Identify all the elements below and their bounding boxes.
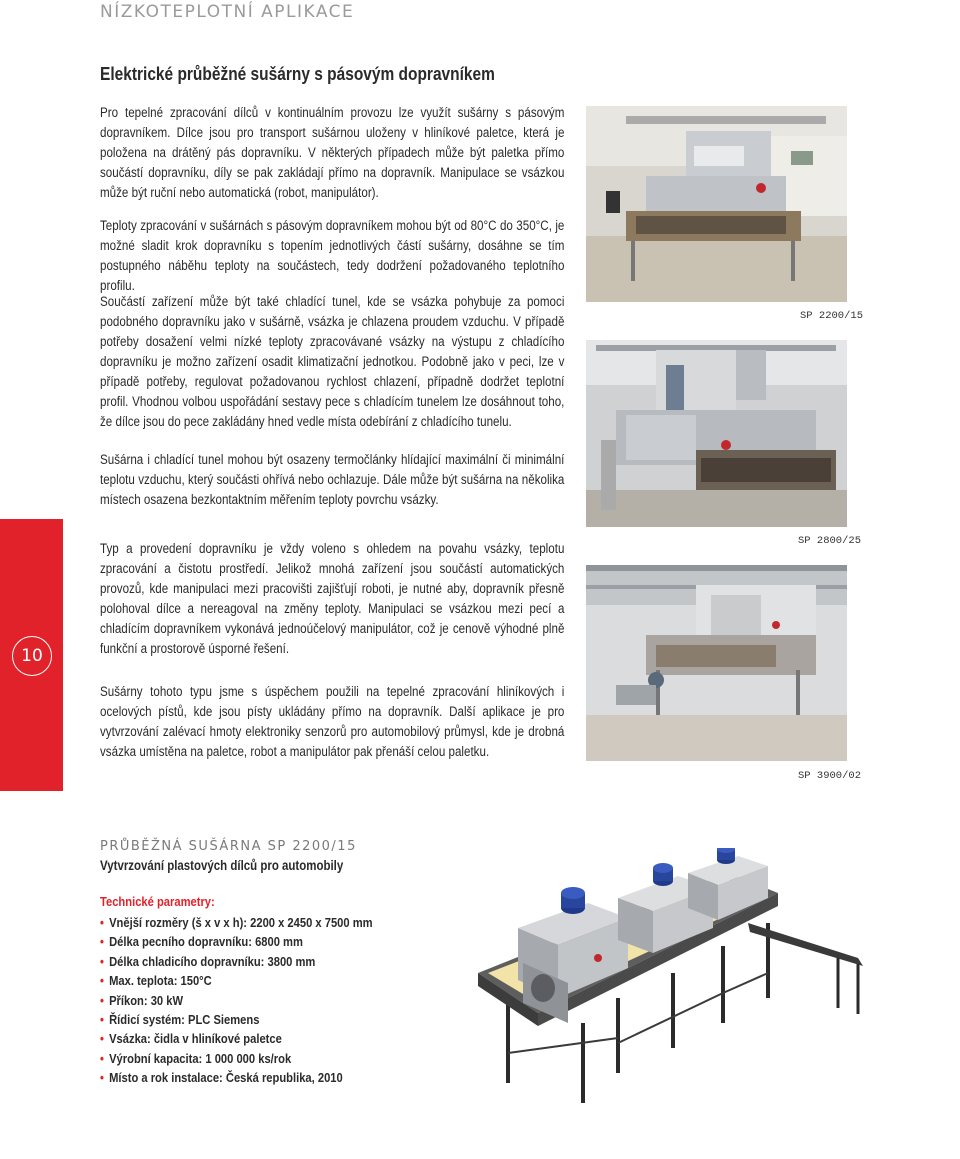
- bullet-icon: •: [100, 1070, 104, 1086]
- paragraph-intro: Pro tepelné zpracování dílců v kontinuálním provozu lze využít sušárny s pásovým dopravníkem. Dílce jsou pro transport sušárnou uloženy v hliníkové paletce, která je položena na drátěný pás dopravníku. V některých případech může být paletka přímo součástí dopravníku, díly se pak zakládají přímo na dopravník. Manipulace se vsázkou může být ruční nebo automatická (robot, manipulátor).: [100, 105, 565, 200]
- spec-item: • Délka pecního dopravníku: 6800 mm: [100, 934, 303, 950]
- bullet-icon: •: [100, 973, 104, 989]
- bullet-icon: •: [100, 992, 104, 1008]
- spec-list: [100, 913, 373, 1088]
- bullet-icon: •: [100, 1031, 104, 1047]
- page-number: 10: [12, 636, 52, 676]
- bullet-icon: •: [100, 934, 104, 950]
- paragraph-temperatures: Teploty zpracování v sušárnách s pásovým dopravníkem mohou být od 80°C do 350°C, je možné sladit krok dopravníku s topením jednotlivých částí sušárny, dosáhne se tím postupného náběhu teploty na součástech, tedy dodržení požadovaného teplotního profilu.: [100, 218, 565, 293]
- photo-sp-2800-25: [586, 340, 847, 527]
- bullet-icon: •: [100, 1012, 104, 1028]
- spec-item: • Délka chladicího dopravníku: 3800 mm: [100, 953, 316, 969]
- paragraph-cooling-tunnel: Součástí zařízení může být také chladící tunel, kde se vsázka pohybuje za pomoci podobného dopravníku jako v sušárně, vsázka je chlazena proudem vzduchu. V případě potřeby dosažení velmi nízké teploty zpracovávané vsázky na výstupu z chladícího dopravníku je možno zařízení osadit klimatizační jednotkou. Podobně jako v peci, lze v případě potřeby, regulovat požadovanou rychlost chlazení, případně dodržet teplotní profil. Vhodnou volbou uspořádání sestavy pece s chladícím tunelem lze dosáhnout toho, že dílce jsou do pece zakládány hned vedle místa odebírání z chladícího tunelu.: [100, 294, 565, 429]
- dryer-3d-render: [478, 848, 868, 1113]
- spec-item: • Max. teplota: 150°C: [100, 973, 212, 989]
- photo-sp-2200-15: [586, 106, 847, 302]
- paragraph-conveyor-type: Typ a provedení dopravníku je vždy voleno s ohledem na povahu vsázky, teplotu zpracování a čistotu prostředí. Jelikož mnohá zařízení jsou součástí automatických provozů, kde manipulaci mezi pracovišti zajišťují roboti, je nutné aby, dopravník přesně polohoval dílce a nereagoval na změny teploty. Manipulaci se vsázkou mezi pecí a chladícím dopravníkem vykonává jednoúčelový manipulátor, což je cenově výhodné plně funkční a prostorově úsporné řešení.: [100, 541, 565, 656]
- spec-item: • Řídicí systém: PLC Siemens: [100, 1012, 260, 1028]
- spec-item: • Místo a rok instalace: Česká republika, 2010: [100, 1070, 343, 1086]
- photo-sp-3900-02: [586, 565, 847, 761]
- section-heading: Elektrické průběžné sušárny s pásovým dopravníkem: [100, 64, 495, 84]
- bullet-icon: •: [100, 915, 104, 930]
- product-subtitle: Vytvrzování plastových dílců pro automobily: [100, 857, 344, 873]
- spec-item: • Vsázka: čidla v hliníkové paletce: [100, 1031, 282, 1047]
- product-title: PRŮBĚŽNÁ SUŠÁRNA SP 2200/15: [100, 839, 357, 854]
- specs-heading: Technické parametry:: [100, 894, 215, 909]
- page-header-title: NÍZKOTEPLOTNÍ APLIKACE: [100, 2, 355, 22]
- spec-item: • Výrobní kapacita: 1 000 000 ks/rok: [100, 1050, 292, 1066]
- caption-photo-3: SP 3900/02: [798, 770, 862, 782]
- paragraph-thermocouples: Sušárna i chladící tunel mohou být osazeny termočlánky hlídající maximální či minimální teplotu vzduchu, který součásti ohřívá nebo ochlazuje. Dále může být sušárna na několika místech osazena bezkontaktním měřením teploty povrchu vsázky.: [100, 452, 565, 507]
- spec-item: • Příkon: 30 kW: [100, 992, 184, 1008]
- spec-item: • Vnější rozměry (š x v x h): 2200 x 2450 x 7500 mm: [100, 915, 373, 930]
- bullet-icon: •: [100, 1050, 104, 1066]
- caption-photo-2: SP 2800/25: [798, 535, 862, 547]
- caption-photo-1: SP 2200/15: [800, 310, 864, 322]
- bullet-icon: •: [100, 953, 104, 969]
- paragraph-applications: Sušárny tohoto typu jsme s úspěchem použili na tepelné zpracování hliníkových i ocelových pístů, kde jsou písty ukládány přímo na dopravník. Další aplikace je pro vytvrzování zalévací hmoty elektroniky senzorů pro automobilový průmysl, kde je drobná vsázka umístěna na paletce, robot a manipulátor pak přenáší celou paletku.: [100, 684, 565, 759]
